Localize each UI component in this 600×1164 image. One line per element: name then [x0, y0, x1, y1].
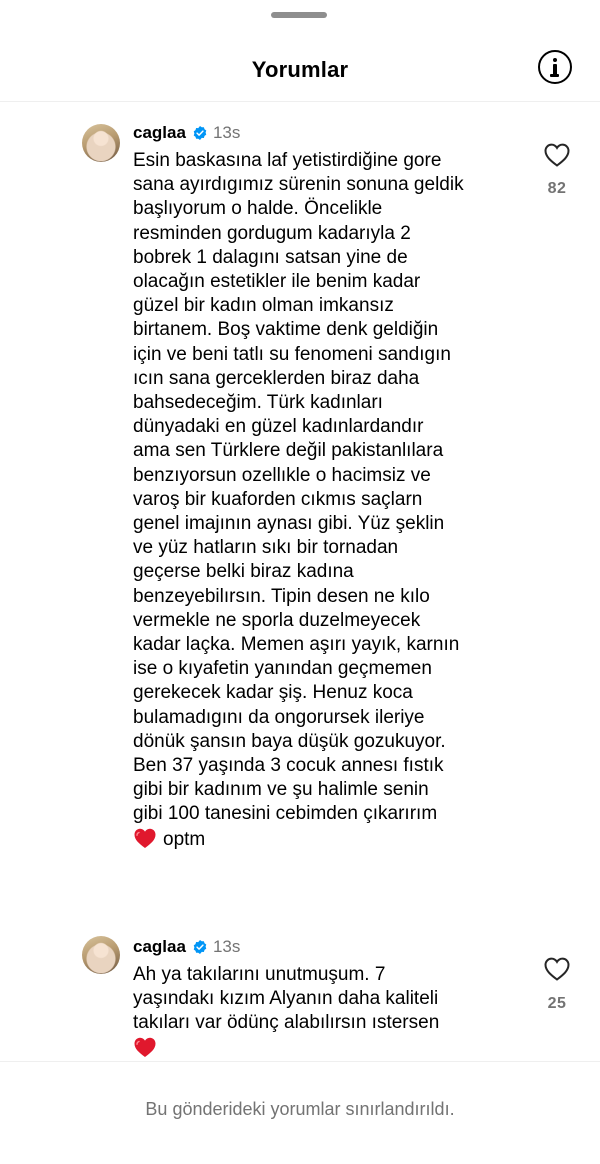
comment-line: ve yüz hatların sıkı bir tornadan [133, 537, 399, 559]
restricted-notice: Bu gönderideki yorumlar sınırlandırıldı. [145, 1099, 455, 1119]
comment-time: 13s [212, 123, 241, 142]
username[interactable]: caglaa [133, 937, 186, 956]
comment-line: vermekle ne sporla duzelmeyecek [133, 609, 421, 631]
comment-text [133, 963, 533, 1061]
comment-line: sana ayırdıgımız sürenin sonuna geldik [133, 174, 464, 196]
comment-line: takıları var ödünç alabılırsın ıstersen [133, 1012, 440, 1034]
comment-last-text: optm [163, 828, 206, 850]
comment-text [133, 149, 533, 852]
comment-line: resminden gordugum kadarıyla 2 [133, 222, 411, 244]
comment-meta [133, 936, 240, 958]
comment-line: yaşındakı kızım Alyanın daha kaliteli [133, 988, 439, 1010]
comment-line: Ben 37 yaşında 3 cocuk annesı fıstık [133, 755, 444, 777]
comment-line: gerekecek kadar şiş. Henuz koca [133, 682, 413, 704]
comment-line: geçerse belki biraz kadına [133, 561, 354, 583]
comment-line: dünyadaki en güzel kadınlardandır [133, 416, 424, 438]
sheet-grabber-handle[interactable] [271, 12, 327, 18]
comment-line: ise o kıyafetin yanından geçmemen [133, 658, 432, 680]
comment-line: bahsedeceğim. Türk kadınları [133, 392, 383, 414]
comment-line: genel imajının aynası gibi. Yüz şeklin [133, 513, 445, 535]
comment-meta [133, 122, 240, 144]
comment-line: olacağın estetikler ile benim kadar [133, 271, 421, 293]
like-heart-icon[interactable] [543, 142, 571, 168]
like-heart-icon[interactable] [543, 956, 571, 982]
comment-line: başlıyorum o halde. Öncelikle [133, 198, 383, 220]
comment-line: bobrek 1 dalagını satsan yine de [133, 246, 408, 268]
red-heart-emoji [133, 827, 157, 849]
red-heart-emoji [133, 1036, 157, 1058]
comment-line: için ve beni tatlı su fenomeni sandıgın [133, 343, 451, 365]
avatar[interactable] [82, 124, 120, 162]
verified-badge-icon [192, 125, 208, 141]
comment-line: Ah ya takılarını unutmuşum. 7 [133, 964, 386, 985]
page-title: Yorumlar [251, 57, 349, 82]
comment-line-last [133, 827, 533, 852]
info-icon[interactable] [538, 50, 572, 84]
comment-line: gibi bir kadınım ve şu halimle senin [133, 779, 429, 801]
like-count: 82 [547, 180, 567, 197]
comment-line: ıcın sana gerceklerden biraz daha [133, 367, 420, 389]
comments-header [0, 40, 600, 100]
comment-line: ama sen Türklere değil pakistanlılara [133, 440, 444, 462]
comment-line: güzel bir kadın olman imkansız [133, 295, 394, 317]
comment-line: Esin baskasına laf yetistirdiğine gore [133, 150, 442, 171]
header-divider [0, 101, 600, 102]
comment-line: birtanem. Boş vaktime denk geldiğin [133, 319, 439, 341]
comments-restricted-footer [0, 1061, 600, 1164]
verified-badge-icon [192, 939, 208, 955]
avatar[interactable] [82, 936, 120, 974]
comment-time: 13s [212, 937, 241, 956]
username[interactable]: caglaa [133, 123, 186, 142]
comment-line: varoş bir kuaforden cıkmıs saçlarn [133, 488, 423, 510]
comment-line-last [133, 1036, 533, 1061]
comment-line: benzıyorsun ozellıkle o hacimsiz ve [133, 464, 431, 486]
comment-line: gibi 100 tanesini cebimden çıkarırım [133, 803, 438, 825]
comment-line: bulamadıgını da ongorursek ileriye [133, 706, 425, 728]
comment-line: dönük şansın baya düşük gozukuyor. [133, 730, 446, 752]
comment-line: kadar laçka. Memen aşırı yayık, karnın [133, 634, 460, 656]
like-count: 25 [547, 995, 567, 1012]
comment-line: benzeyebilırsın. Tipin desen ne kılo [133, 585, 430, 607]
